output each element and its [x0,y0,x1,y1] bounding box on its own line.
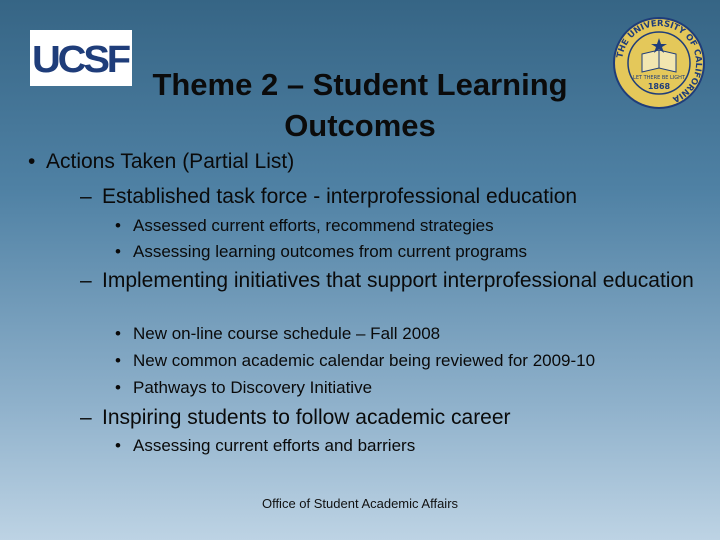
sub-bullet-text: Assessed current efforts, recommend strategies [133,216,494,235]
ucsf-logo [30,30,132,86]
section-text: Implementing initiatives that support interprofessional education [102,269,694,292]
dash-glyph: – [80,185,92,208]
dash-glyph: – [80,269,92,292]
sub-bullet-text: Pathways to Discovery Initiative [133,378,373,397]
bullet-glyph: • [115,324,121,343]
bullet-glyph: • [115,242,121,261]
bullet-glyph: • [115,216,121,235]
section-text: Inspiring students to follow academic career [102,406,511,429]
bullet-glyph: • [115,378,121,397]
ucsf-logo-text: UCSF [32,39,130,81]
footer-text: Office of Student Academic Affairs [261,496,459,511]
dash-glyph: – [80,406,92,429]
sub-bullet-text: Assessing learning outcomes from current programs [133,242,527,261]
slide-title: Theme 2 – Student Learning Outcomes [152,67,568,143]
sub-bullet-text: New on-line course schedule – Fall 2008 [133,324,441,343]
university-seal [612,16,706,110]
bullet-glyph: • [115,351,121,370]
bullet-glyph: • [28,150,36,173]
main-heading: Actions Taken (Partial List) [46,150,295,173]
sub-bullet-text: New common academic calendar being reviewed for 2009-10 [133,351,596,370]
seal-motto: LET THERE BE LIGHT [633,75,685,81]
sub-bullet-text: Assessing current efforts and barriers [133,436,416,455]
seal-ring-text: THE UNIVERSITY OF CALIFORNIA [615,18,704,105]
bullet-glyph: • [115,436,121,455]
section-text: Established task force - interprofessional education [102,185,578,208]
seal-year: 1868 [647,82,671,91]
